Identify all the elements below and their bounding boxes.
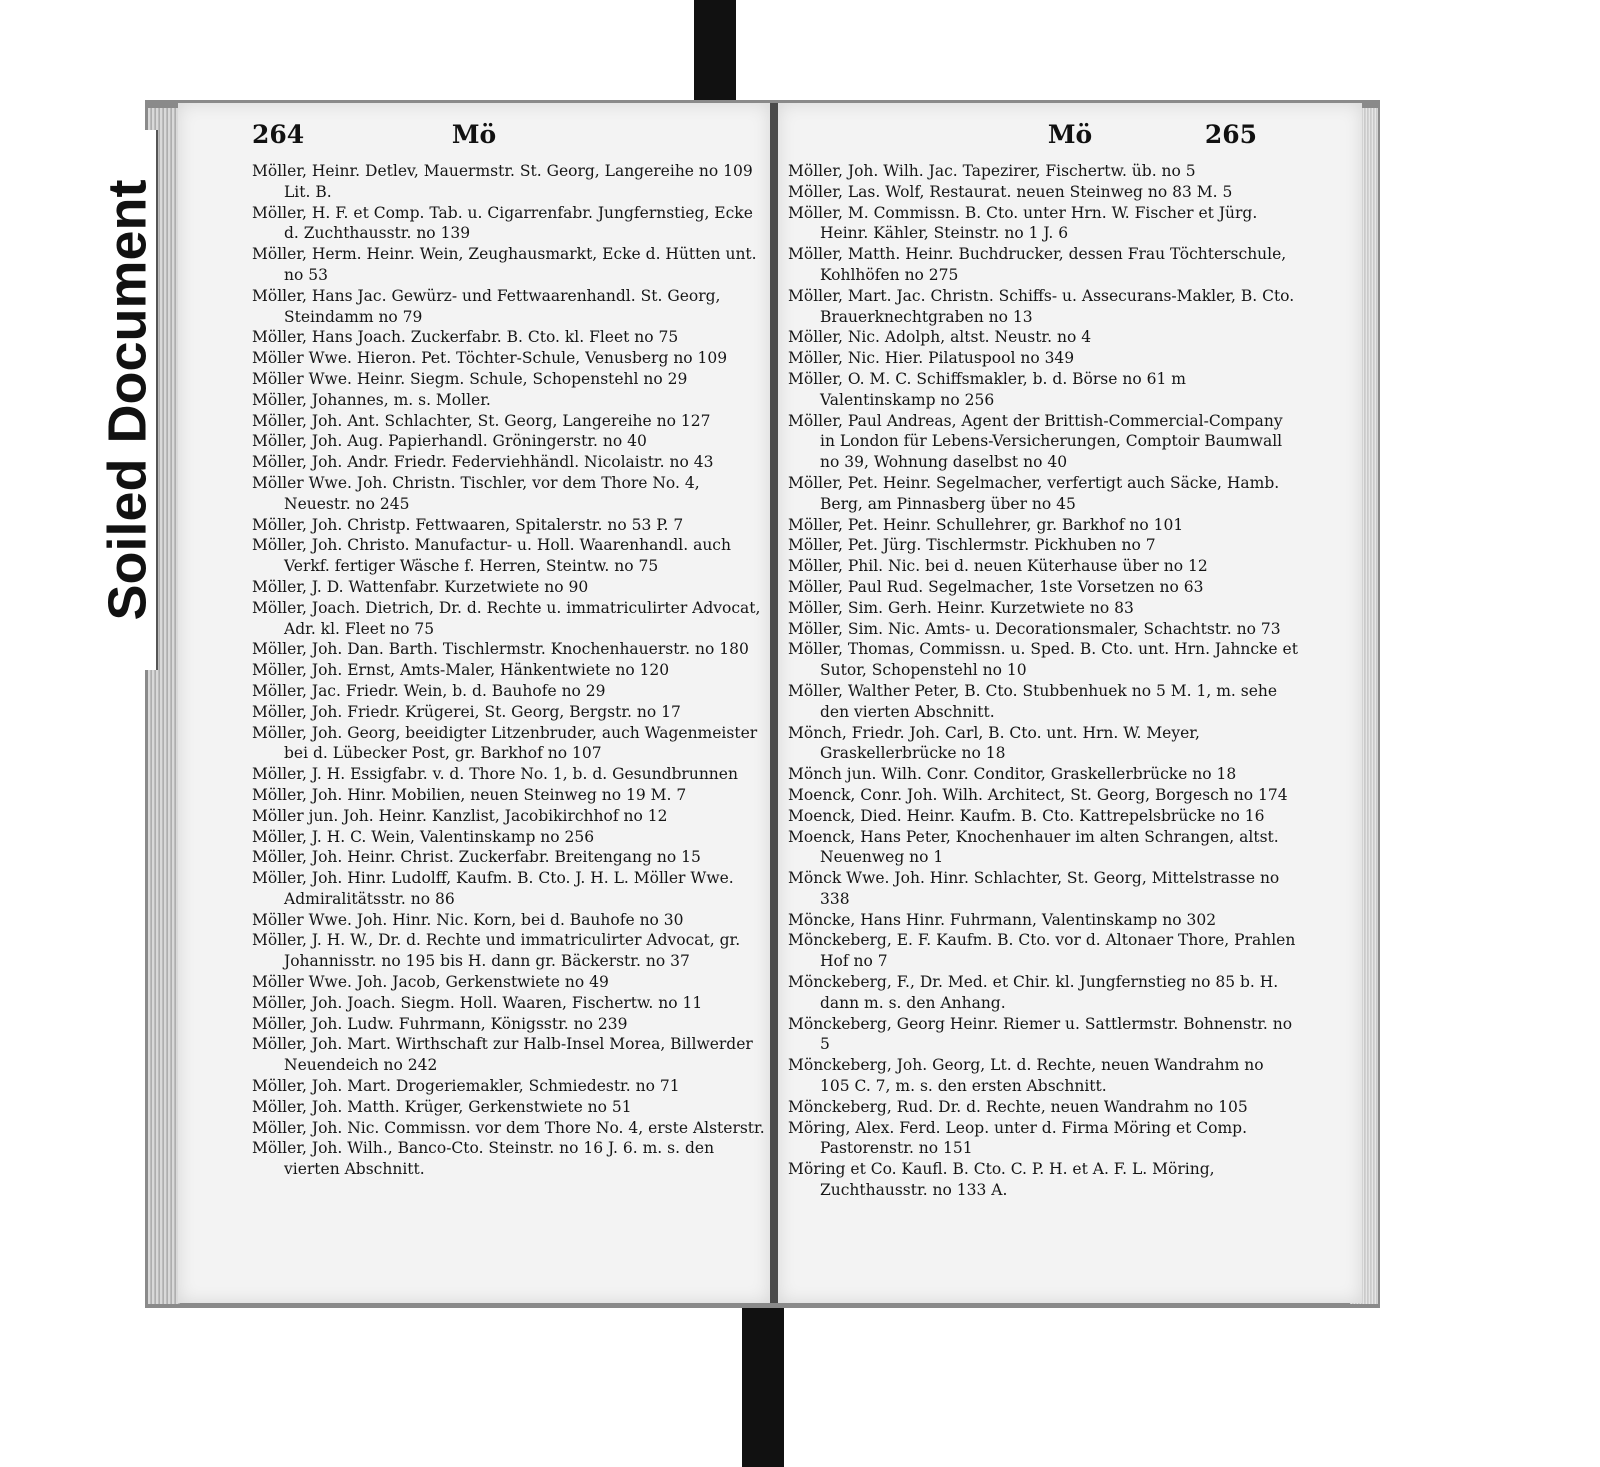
left-running-head: Mö xyxy=(451,120,497,149)
directory-entry: Möller, Joh. Ludw. Fuhrmann, Königsstr. no 239 xyxy=(252,1014,628,1033)
directory-entry: Möller, J. D. Wattenfabr. Kurzetwiete no 90 xyxy=(252,577,589,596)
directory-entry: Möller, Joh. Ant. Schlachter, St. Georg, Langereihe no 127 xyxy=(252,411,711,430)
directory-entry: Möller, Paul Andreas, Agent der Brittish-Commercial-Company in London für Lebens-Versicherungen, Comptoir Baumwall no 39, Wohnung daselbst no 40 xyxy=(788,411,1283,472)
directory-entry: Möller, Joh. Heinr. Christ. Zuckerfabr. Breitengang no 15 xyxy=(252,848,701,867)
right-entry-list xyxy=(788,161,1298,1201)
directory-entry: Möller, Pet. Jürg. Tischlermstr. Pickhuben no 7 xyxy=(788,536,1156,555)
directory-entry: Moenck, Hans Peter, Knochenhauer im alten Schrangen, altst. Neuenweg no 1 xyxy=(788,827,1279,867)
directory-entry: Möller, Joh. Christo. Manufactur- u. Holl. Waarenhandl. auch Verkf. fertiger Wäsche f. Herren, Steintw. no 75 xyxy=(252,536,731,576)
directory-entry: Möller, Hans Jac. Gewürz- und Fettwaarenhandl. St. Georg, Steindamm no 79 xyxy=(252,286,721,326)
book-gutter xyxy=(770,103,778,1303)
directory-entry: Möller, H. F. et Comp. Tab. u. Cigarrenfabr. Jungfernstieg, Ecke d. Zuchthausstr. no 139 xyxy=(252,203,753,243)
directory-entry: Möller, Joh. Christp. Fettwaaren, Spitalerstr. no 53 P. 7 xyxy=(252,515,684,534)
directory-entry: Möller, Joh. Wilh. Jac. Tapezirer, Fischertw. üb. no 5 xyxy=(788,162,1196,180)
directory-entry: Mönckeberg, Georg Heinr. Riemer u. Sattlermstr. Bohnenstr. no 5 xyxy=(788,1014,1293,1054)
left-page-header xyxy=(178,120,770,154)
directory-entry: Möller, Joh. Ernst, Amts-Maler, Hänkentwiete no 120 xyxy=(252,661,670,680)
directory-entry: Möller, Joh. Joach. Siegm. Holl. Waaren, Fischertw. no 11 xyxy=(252,993,703,1012)
left-page-number: 264 xyxy=(252,120,305,149)
directory-entry: Mönch, Friedr. Joh. Carl, B. Cto. unt. Hrn. W. Meyer, Graskellerbrücke no 18 xyxy=(788,723,1200,763)
directory-entry: Möller, Joach. Dietrich, Dr. d. Rechte u. immatriculirter Advocat, Adr. kl. Fleet no 75 xyxy=(252,598,761,638)
directory-entry: Möller, Joh. Dan. Barth. Tischlermstr. Knochenhauerstr. no 180 xyxy=(252,640,749,659)
directory-entry: Möller, Joh. Andr. Friedr. Federviehhändl. Nicolaistr. no 43 xyxy=(252,453,714,472)
directory-entry: Mönckeberg, E. F. Kaufm. B. Cto. vor d. Altonaer Thore, Prahlen Hof no 7 xyxy=(788,931,1296,971)
directory-entry: Möller, Heinr. Detlev, Mauermstr. St. Georg, Langereihe no 109 Lit. B. xyxy=(252,162,753,201)
directory-entry: Möller Wwe. Heinr. Siegm. Schule, Schopenstehl no 29 xyxy=(252,369,688,388)
directory-entry: Mönck Wwe. Joh. Hinr. Schlachter, St. Georg, Mittelstrasse no 338 xyxy=(788,869,1280,908)
directory-entry: Möller, Paul Rud. Segelmacher, 1ste Vorsetzen no 63 xyxy=(788,577,1204,596)
directory-entry: Möller, Joh. Mart. Wirthschaft zur Halb-Insel Morea, Billwerder Neuendeich no 242 xyxy=(252,1035,753,1075)
directory-entry: Möller, Joh. Georg, beeidigter Litzenbruder, auch Wagenmeister bei d. Lübecker Post, gr. Barkhof no 107 xyxy=(252,723,758,763)
directory-entry: Moenck, Conr. Joh. Wilh. Architect, St. Georg, Borgesch no 174 xyxy=(788,785,1288,804)
directory-entry: Moenck, Died. Heinr. Kaufm. B. Cto. Kattrepelsbrücke no 16 xyxy=(788,806,1265,825)
directory-entry: Möller, Joh. Matth. Krüger, Gerkenstwiete no 51 xyxy=(252,1097,632,1116)
right-page-number: 265 xyxy=(1204,120,1257,149)
directory-entry: Möller, Joh. Nic. Commissn. vor dem Thore No. 4, erste Alsterstr. xyxy=(252,1118,765,1137)
directory-entry: Möller, Thomas, Commissn. u. Sped. B. Cto. unt. Hrn. Jahncke et Sutor, Schopenstehl no 10 xyxy=(788,640,1298,680)
soiled-document-label xyxy=(100,130,158,670)
directory-entry: Möller jun. Joh. Heinr. Kanzlist, Jacobikirchhof no 12 xyxy=(252,806,668,825)
directory-entry: Möller, Herm. Heinr. Wein, Zeughausmarkt, Ecke d. Hütten unt. no 53 xyxy=(252,245,757,284)
directory-entry: Möller, Matth. Heinr. Buchdrucker, dessen Frau Töchterschule, Kohlhöfen no 275 xyxy=(788,245,1287,284)
directory-entry: Möller, Pet. Heinr. Schullehrer, gr. Barkhof no 101 xyxy=(788,515,1184,534)
directory-entry: Möller, O. M. C. Schiffsmakler, b. d. Börse no 61 m Valentinskamp no 256 xyxy=(788,369,1186,409)
directory-entry: Möller, Las. Wolf, Restaurat. neuen Steinweg no 83 M. 5 xyxy=(788,182,1233,201)
directory-entry: Möring, Alex. Ferd. Leop. unter d. Firma Möring et Comp. Pastorenstr. no 151 xyxy=(788,1118,1248,1158)
directory-entry: Möller, Nic. Adolph, altst. Neustr. no 4 xyxy=(788,328,1092,347)
directory-entry: Möller, J. H. Essigfabr. v. d. Thore No. 1, b. d. Gesundbrunnen xyxy=(252,765,738,784)
left-page xyxy=(178,103,770,1303)
directory-entry: Möller, Sim. Nic. Amts- u. Decorationsmaler, Schachtstr. no 73 xyxy=(788,619,1281,638)
directory-entry: Möller, Pet. Heinr. Segelmacher, verfertigt auch Säcke, Hamb. Berg, am Pinnasberg über no 45 xyxy=(788,473,1280,513)
directory-entry: Möller, Hans Joach. Zuckerfabr. B. Cto. kl. Fleet no 75 xyxy=(252,328,679,347)
directory-entry: Mönckeberg, F., Dr. Med. et Chir. kl. Jungfernstieg no 85 b. H. dann m. s. den Anhang. xyxy=(788,973,1279,1012)
directory-entry: Möller Wwe. Joh. Christn. Tischler, vor dem Thore No. 4, Neuestr. no 245 xyxy=(252,473,700,513)
left-entry-list xyxy=(252,161,766,1180)
directory-entry: Möller, Mart. Jac. Christn. Schiffs- u. Assecurans-Makler, B. Cto. Brauerknechtgraben no 13 xyxy=(788,286,1295,326)
directory-entry: Möring et Co. Kaufl. B. Cto. C. P. H. et A. F. L. Möring, Zuchthausstr. no 133 A. xyxy=(788,1160,1215,1200)
label-text: Soiled Document xyxy=(98,179,159,621)
right-running-head: Mö xyxy=(1047,120,1093,149)
directory-entry: Möller, Phil. Nic. bei d. neuen Küterhause über no 12 xyxy=(788,557,1208,576)
directory-entry: Möller, Jac. Friedr. Wein, b. d. Bauhofe no 29 xyxy=(252,681,606,700)
directory-entry: Möller Wwe. Joh. Jacob, Gerkenstwiete no 49 xyxy=(252,973,609,992)
directory-entry: Möller, M. Commissn. B. Cto. unter Hrn. W. Fischer et Jürg. Heinr. Kähler, Steinstr. no 1 J. 6 xyxy=(788,203,1258,243)
directory-entry: Möller, Joh. Hinr. Mobilien, neuen Steinweg no 19 M. 7 xyxy=(252,785,687,804)
directory-entry: Möller, Joh. Hinr. Ludolff, Kaufm. B. Cto. J. H. L. Möller Wwe. Admiralitätsstr. no 86 xyxy=(252,869,734,908)
directory-entry: Möller, Nic. Hier. Pilatuspool no 349 xyxy=(788,349,1075,368)
directory-entry: Möller, Johannes, m. s. Moller. xyxy=(252,390,491,409)
directory-entry: Möller, Sim. Gerh. Heinr. Kurzetwiete no 83 xyxy=(788,598,1134,617)
binding-strap-bottom xyxy=(742,1300,784,1467)
directory-entry: Möller, Joh. Friedr. Krügerei, St. Georg, Bergstr. no 17 xyxy=(252,702,681,721)
directory-entry: Mönckeberg, Rud. Dr. d. Rechte, neuen Wandrahm no 105 xyxy=(788,1097,1248,1116)
directory-entry: Möncke, Hans Hinr. Fuhrmann, Valentinskamp no 302 xyxy=(788,910,1217,929)
directory-entry: Möller, J. H. C. Wein, Valentinskamp no 256 xyxy=(252,827,595,846)
directory-entry: Mönckeberg, Joh. Georg, Lt. d. Rechte, neuen Wandrahm no 105 C. 7, m. s. den ersten Abschnitt. xyxy=(788,1056,1264,1096)
directory-entry: Möller, Joh. Mart. Drogeriemakler, Schmiedestr. no 71 xyxy=(252,1077,680,1096)
directory-entry: Möller, Joh. Aug. Papierhandl. Gröningerstr. no 40 xyxy=(252,432,647,451)
directory-entry: Mönch jun. Wilh. Conr. Conditor, Graskellerbrücke no 18 xyxy=(788,765,1237,784)
directory-entry: Möller, J. H. W., Dr. d. Rechte und immatriculirter Advocat, gr. Johannisstr. no 195 bis H. dann gr. Bäckerstr. no 37 xyxy=(252,931,741,971)
directory-entry: Möller Wwe. Hieron. Pet. Töchter-Schule, Venusberg no 109 xyxy=(252,349,728,368)
directory-entry: Möller, Walther Peter, B. Cto. Stubbenhuek no 5 M. 1, m. sehe den vierten Abschnitt. xyxy=(788,681,1278,721)
directory-entry: Möller, Joh. Wilh., Banco-Cto. Steinstr. no 16 J. 6. m. s. den vierten Abschnitt. xyxy=(252,1139,715,1179)
right-page xyxy=(778,103,1362,1303)
right-page-header xyxy=(778,120,1362,154)
directory-entry: Möller Wwe. Joh. Hinr. Nic. Korn, bei d. Bauhofe no 30 xyxy=(252,910,684,929)
